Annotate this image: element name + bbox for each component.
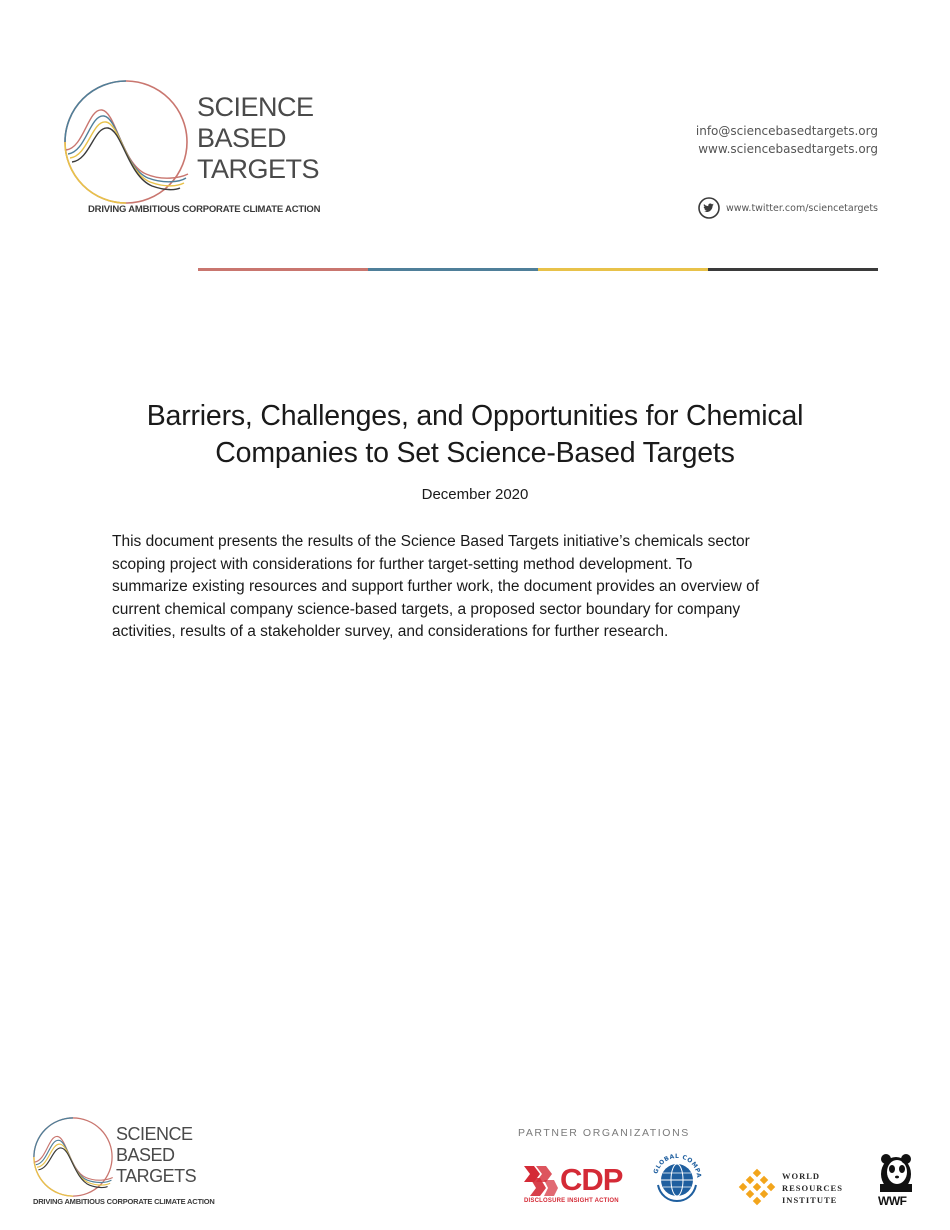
twitter-icon xyxy=(698,197,720,219)
contact-website[interactable]: www.sciencebasedtargets.org xyxy=(698,142,878,156)
abstract-line: This document presents the results of the Science Based Targets initiative’s chemicals sector xyxy=(112,533,750,550)
sbt-logo xyxy=(62,78,332,218)
contact-email[interactable]: info@sciencebasedtargets.org xyxy=(695,124,878,138)
wwf-wordmark: WWF xyxy=(878,1194,907,1208)
partner-wwf-logo xyxy=(876,1152,916,1208)
wri-line-institute: INSTITUTE xyxy=(782,1195,838,1205)
footer-logo-line-based: BASED xyxy=(116,1145,175,1165)
logo-line-science: SCIENCE xyxy=(197,92,314,122)
wri-wordmark xyxy=(782,1170,843,1206)
un-global-compact-emblem-icon xyxy=(648,1149,706,1207)
footer-logo-line-science: SCIENCE xyxy=(116,1124,193,1144)
twitter-url: www.twitter.com/sciencetargets xyxy=(725,202,878,214)
partner-un-global-compact-logo xyxy=(648,1149,706,1207)
sbt-logo-mark-icon xyxy=(62,78,190,206)
rule-segment-gold xyxy=(538,268,708,271)
footer-logo-tagline: DRIVING AMBITIOUS CORPORATE CLIMATE ACTION xyxy=(33,1197,215,1206)
wwf-panda-icon xyxy=(876,1152,916,1194)
partner-cdp-logo xyxy=(520,1158,632,1208)
rule-segment-teal xyxy=(368,268,538,271)
sbt-logo-mark-icon xyxy=(32,1116,114,1198)
logo-line-targets: TARGETS xyxy=(197,154,320,184)
document-abstract xyxy=(112,531,842,644)
rule-segment-dark xyxy=(708,268,878,271)
contact-block xyxy=(696,122,878,158)
document-title xyxy=(60,398,890,472)
rule-segment-coral xyxy=(198,268,368,271)
abstract-line: summarize existing resources and support further work, the document provides an overview of xyxy=(112,578,759,596)
wri-line-resources: RESOURCES xyxy=(782,1183,843,1193)
title-line-1: Barriers, Challenges, and Opportunities for Chemical xyxy=(146,400,804,432)
twitter-link[interactable] xyxy=(698,197,878,219)
footer-sbt-logo xyxy=(30,1116,230,1216)
document-date: December 2020 xyxy=(421,486,529,503)
logo-line-based: BASED xyxy=(197,123,287,153)
cdp-tagline: DISCLOSURE INSIGHT ACTION xyxy=(524,1198,619,1204)
wri-mark-icon xyxy=(738,1168,776,1206)
sbt-logo-wordmark xyxy=(197,92,319,185)
footer-logo-line-targets: TARGETS xyxy=(116,1166,197,1186)
un-global-compact-name: GLOBAL COMPA xyxy=(652,1152,703,1179)
header-color-rule xyxy=(198,268,878,271)
abstract-line: scoping project with considerations for further target-setting method development. To xyxy=(112,555,693,573)
cdp-mark-icon xyxy=(520,1160,560,1200)
logo-tagline: DRIVING AMBITIOUS CORPORATE CLIMATE ACTION xyxy=(88,204,321,215)
wri-line-world: WORLD xyxy=(782,1171,821,1181)
abstract-line: activities, results of a stakeholder survey, and considerations for further research. xyxy=(112,623,669,641)
title-line-2: Companies to Set Science-Based Targets xyxy=(215,437,735,469)
partner-wri-logo xyxy=(738,1168,848,1208)
footer-logo-wordmark xyxy=(116,1124,196,1187)
partner-organizations-label: PARTNER ORGANIZATIONS xyxy=(518,1127,690,1139)
cdp-wordmark: CDP xyxy=(560,1162,623,1197)
abstract-line: current chemical company science-based targets, a proposed sector boundary for company xyxy=(112,600,741,618)
